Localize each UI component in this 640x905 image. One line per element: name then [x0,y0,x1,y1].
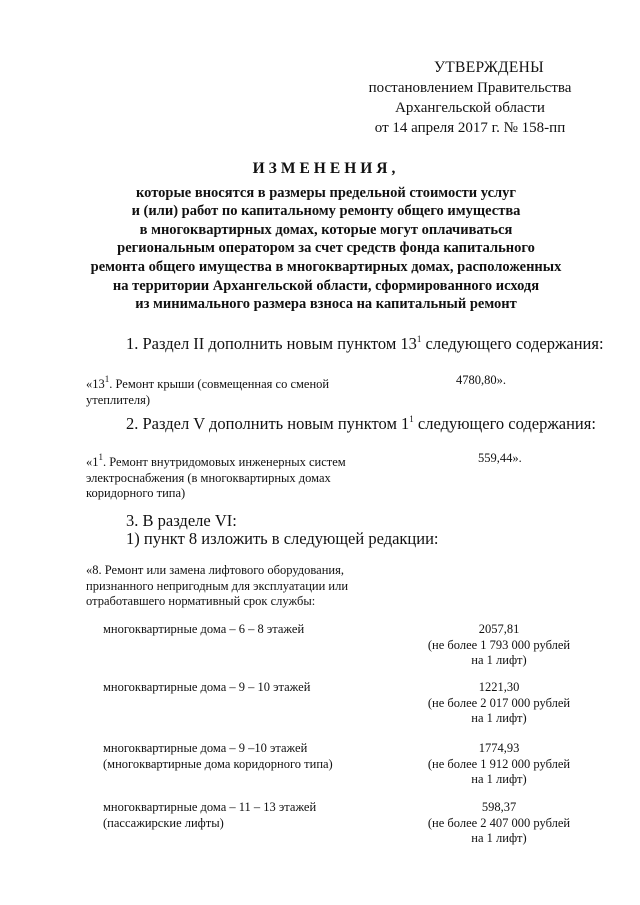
row-2-label-1: многоквартирные дома – 9 – 10 этажей [103,680,311,694]
table-row-value [414,622,584,669]
approval-heading: УТВЕРЖДЕНЫ [434,59,544,76]
item-3-quote [86,563,348,610]
row-3-value: 1774,93 [478,741,520,755]
title-main: ИЗМЕНЕНИЯ, [252,160,400,177]
item-3-quote-line-3: отработавшего нормативный срок службы: [86,594,316,608]
row-3-note-1: (не более 1 912 000 рублей [427,756,571,771]
item-3-quote-line-2: признанного непригодным для эксплуатации или [86,578,349,593]
approval-line-3: от 14 апреля 2017 г. № 158-пп [374,120,566,136]
item-3-heading: 3. В разделе VI: [126,511,237,530]
item-2-quote [86,451,346,502]
item-2-quote-line-3: коридорного типа) [86,486,186,501]
item-1-heading [126,334,604,354]
item-1-text-after: следующего содержания: [421,334,604,353]
title-line-4: региональным оператором за счет средств фонда капитального [117,240,535,257]
title-line-3: в многоквартирных домах, которые могут оплачиваться [139,221,513,238]
item-1-quote-line-1: . Ремонт крыши (совмещенная со сменой [109,377,330,392]
row-2-value: 1221,30 [478,680,520,694]
approval-line-2: Архангельской области [395,100,545,116]
table-row-value [414,680,584,727]
title-line-5: ремонта общего имущества в многоквартирных домах, расположенных [90,258,562,275]
item-2-quote-line-1: . Ремонт внутридомовых инженерных систем [103,455,346,470]
title-line-7: из минимального размера взноса на капитальный ремонт [135,296,517,313]
approval-block [360,58,580,138]
item-3-quote-line-1: «8. Ремонт или замена лифтового оборудования, [86,563,344,577]
item-1-quote-line-2: утеплителя) [86,392,151,407]
approval-line-1: постановлением Правительства [368,80,572,96]
item-3-subheading: 1) пункт 8 изложить в следующей редакции: [126,529,439,548]
row-4-note-1: (не более 2 407 000 рублей [427,815,571,830]
row-3-label-2: (многоквартирные дома коридорного типа) [103,756,333,771]
title-line-2: и (или) работ по капитальному ремонту общего имущества [131,203,521,220]
item-1-quote-sup: 1 [104,374,110,384]
title-line-1: которые вносятся в размеры предельной стоимости услуг [136,184,516,201]
item-2-text: 2. Раздел V дополнить новым пунктом 1 [126,414,410,433]
item-2-sup: 1 [409,413,414,424]
row-3-note-2: на 1 лифт) [471,772,527,786]
row-4-label-2: (пассажирские лифты) [103,815,224,830]
table-row-value [414,741,584,788]
row-1-value: 2057,81 [478,622,520,636]
item-1-value: 4780,80». [456,373,506,387]
table-row-label [103,622,304,638]
item-2-heading [126,414,596,434]
row-1-label-1: многоквартирные дома – 6 – 8 этажей [103,622,305,636]
table-row-label [103,800,316,831]
item-1-text: 1. Раздел II дополнить новым пунктом 13 [126,334,417,353]
item-2-text-after: следующего содержания: [413,414,596,433]
row-1-note-1: (не более 1 793 000 рублей [427,637,571,652]
row-1-note-2: на 1 лифт) [471,653,527,667]
table-row-value [414,800,584,847]
item-1-quote [86,373,329,408]
row-4-value: 598,37 [481,800,517,814]
row-4-note-2: на 1 лифт) [471,831,527,845]
table-row-label [103,741,333,772]
row-2-note-1: (не более 2 017 000 рублей [427,695,571,710]
item-2-quote-line-2: электроснабжения (в многоквартирных домах [86,470,331,485]
item-2-quote-sup: 1 [98,452,103,462]
table-row-label [103,680,310,696]
item-1-quote-prefix: «13 [86,377,105,392]
item-2-value: 559,44». [478,451,522,465]
item-1-sup: 1 [416,333,422,344]
title-line-6: на территории Архангельской области, сформированного исходя [112,277,540,294]
row-4-label-1: многоквартирные дома – 11 – 13 этажей [103,800,317,814]
row-2-note-2: на 1 лифт) [471,711,527,725]
document-title [60,160,592,314]
row-3-label-1: многоквартирные дома – 9 –10 этажей [103,741,308,755]
item-2-quote-prefix: «1 [86,455,99,470]
